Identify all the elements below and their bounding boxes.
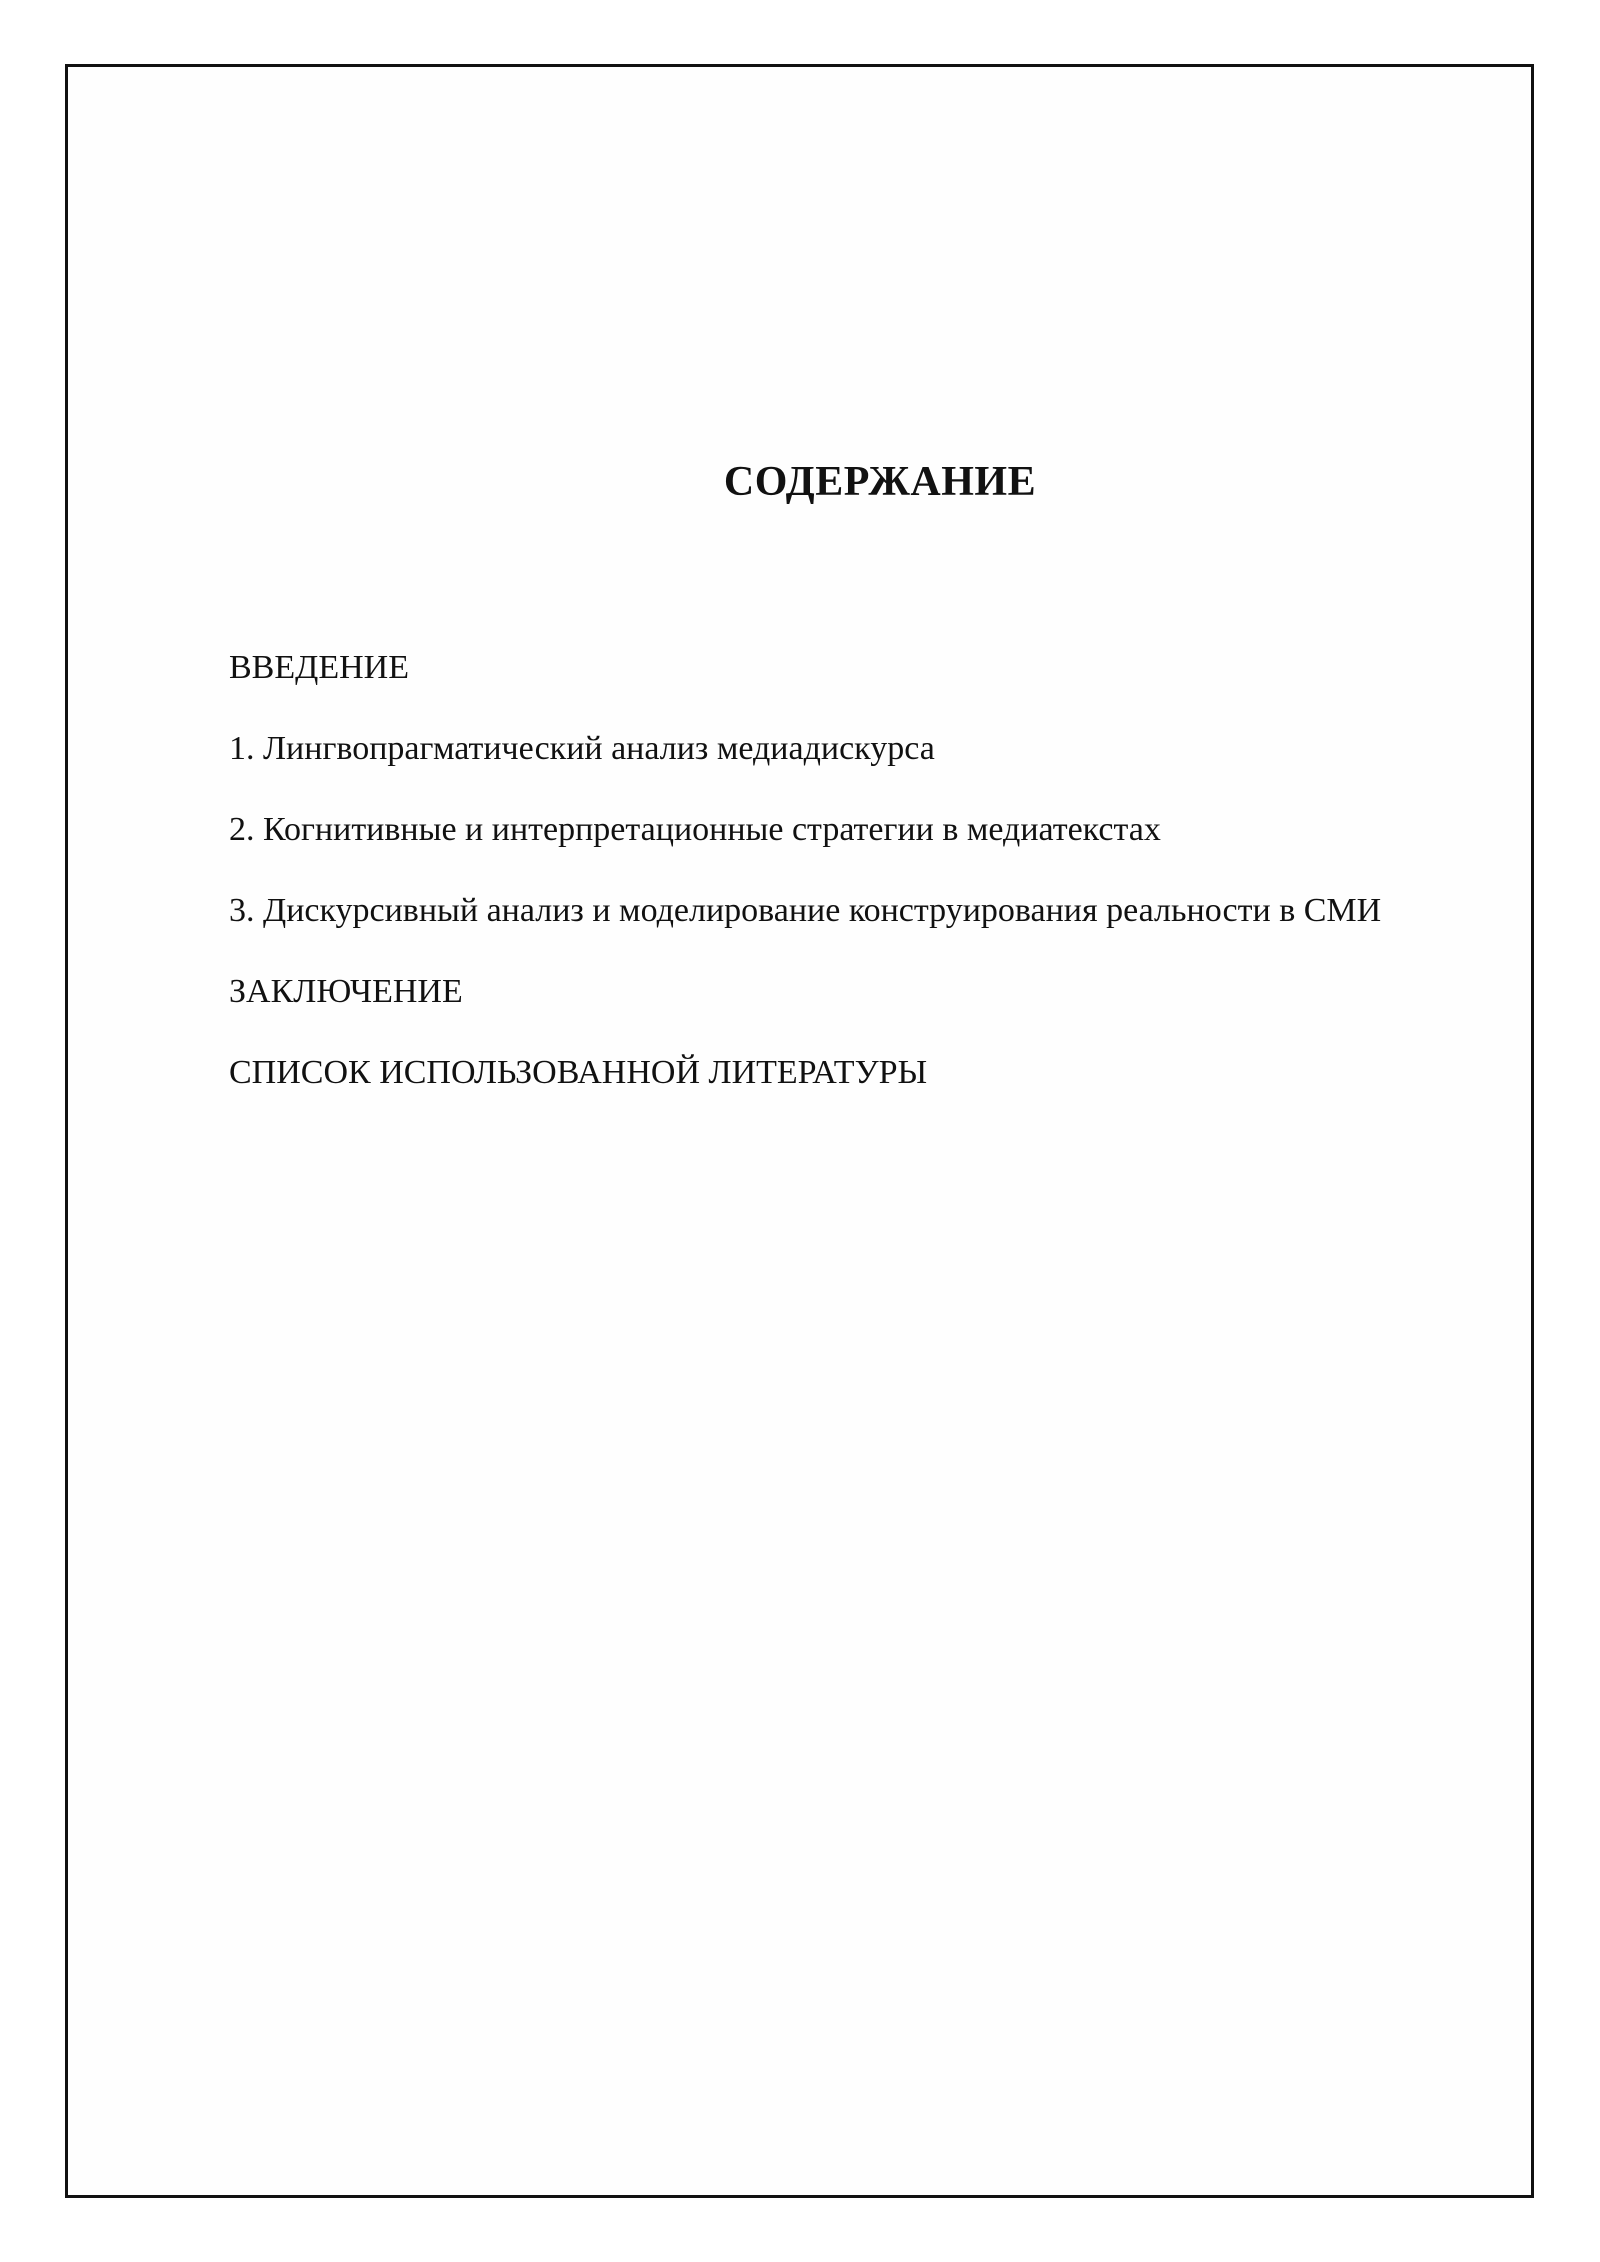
toc-item-chapter-1: 1. Лингвопрагматический анализ медиадискурса bbox=[229, 730, 935, 767]
toc-item-conclusion: ЗАКЛЮЧЕНИЕ bbox=[229, 973, 463, 1010]
toc-item-introduction: ВВЕДЕНИЕ bbox=[229, 649, 409, 686]
page-frame bbox=[65, 64, 1534, 2198]
toc-item-chapter-2: 2. Когнитивные и интерпретационные стратегии в медиатекстах bbox=[229, 811, 1161, 848]
toc-item-bibliography: СПИСОК ИСПОЛЬЗОВАННОЙ ЛИТЕРАТУРЫ bbox=[229, 1054, 928, 1091]
toc-item-chapter-3: 3. Дискурсивный анализ и моделирование конструирования реальности в СМИ bbox=[229, 892, 1382, 929]
page-title: СОДЕРЖАНИЕ bbox=[723, 459, 1037, 505]
table-of-contents bbox=[229, 636, 1449, 1122]
